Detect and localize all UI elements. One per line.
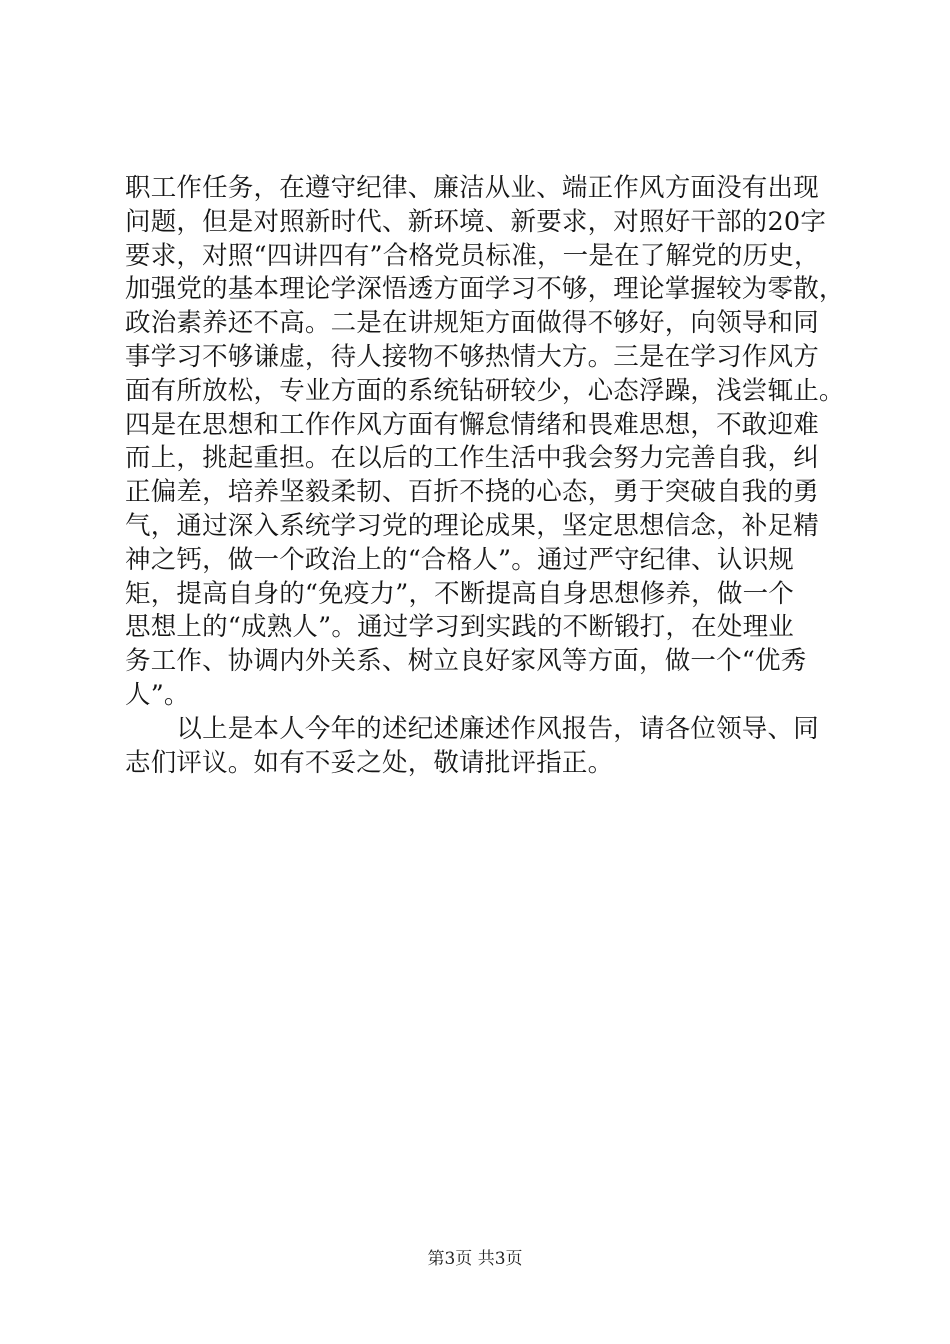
text-line: 务工作、协调内外关系、树立良好家风等方面，做一个“优秀 <box>125 646 807 677</box>
text-line: 事学习不够谦虚，待人接物不够热情大方。三是在学习作风方 <box>125 341 819 372</box>
text-line: 问题，但是对照新时代、新环境、新要求，对照好干部的20字 <box>125 206 827 237</box>
text-line: 政治素养还不高。二是在讲规矩方面做得不够好，向领导和同 <box>125 308 819 339</box>
text-line: 神之钙，做一个政治上的“合格人”。通过严守纪律、认识规 <box>125 544 794 575</box>
text-line: 以上是本人今年的述纪述廉述作风报告，请各位领导、同 <box>125 713 819 744</box>
text-line: 气，通过深入系统学习党的理论成果，坚定思想信念，补足精 <box>125 510 819 541</box>
text-line: 要求，对照“四讲四有”合格党员标准，一是在了解党的历史， <box>125 240 820 271</box>
text-line: 人”。 <box>125 679 190 710</box>
text-line: 加强党的基本理论学深悟透方面学习不够，理论掌握较为零散， <box>125 274 845 305</box>
text-line: 职工作任务，在遵守纪律、廉洁从业、端正作风方面没有出现 <box>125 173 819 203</box>
body-text <box>125 172 845 780</box>
text-line: 思想上的“成熟人”。通过学习到实践的不断锻打，在处理业 <box>125 612 794 643</box>
text-line: 矩，提高自身的“免疫力”，不断提高自身思想修养，做一个 <box>125 578 794 609</box>
text-line: 志们评议。如有不妥之处，敬请批评指正。 <box>125 747 614 778</box>
page-number: 第3页 共3页 <box>427 1249 523 1269</box>
text-line: 正偏差，培养坚毅柔韧、百折不挠的心态，勇于突破自我的勇 <box>125 477 819 508</box>
page-footer <box>0 1244 950 1269</box>
text-line: 四是在思想和工作作风方面有懈怠情绪和畏难思想，不敢迎难 <box>125 409 819 440</box>
text-line: 而上，挑起重担。在以后的工作生活中我会努力完善自我，纠 <box>125 443 819 474</box>
text-line: 面有所放松，专业方面的系统钻研较少，心态浮躁，浅尝辄止。 <box>125 375 845 406</box>
